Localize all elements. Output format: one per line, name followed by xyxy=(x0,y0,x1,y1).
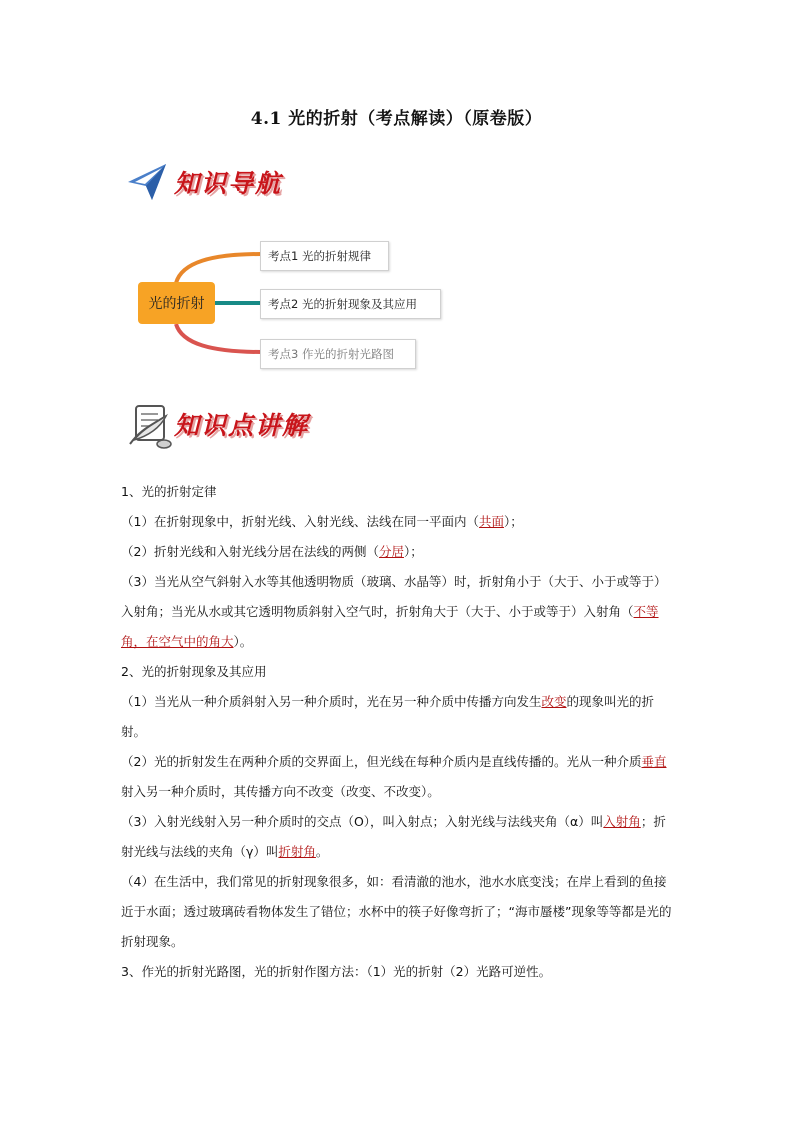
text: （2）折射光线和入射光线分居在法线的两侧（ xyxy=(121,544,379,559)
text: （2）光的折射发生在两种介质的交界面上，但光线在每种介质内是直线传播的。光从一种介质 xyxy=(121,754,642,769)
section-1-item-2 xyxy=(121,537,677,567)
text: （1）在折射现象中，折射光线、入射光线、法线在同一平面内（ xyxy=(121,514,479,529)
key-term: 共面 xyxy=(478,514,504,529)
key-term: 折射角 xyxy=(278,844,316,859)
key-term: 改变 xyxy=(541,694,567,709)
section-1-item-1 xyxy=(121,507,677,537)
key-term: 入射角 xyxy=(603,814,641,829)
mindmap-node-3: 考点3 作光的折射光路图 xyxy=(260,339,416,369)
text: ）。 xyxy=(233,634,253,649)
section-1-item-3 xyxy=(121,567,677,657)
text: 射入另一种介质时，其传播方向不改变（改变、不改变）。 xyxy=(121,784,440,799)
key-term: 不等角，在空气中的角大 xyxy=(121,604,659,649)
content-body xyxy=(121,477,677,987)
section-2-item-1 xyxy=(121,687,677,747)
document-title: 4.1 光的折射（考点解读）（原卷版） xyxy=(250,109,543,129)
connector-3 xyxy=(176,324,262,352)
text: ）； xyxy=(403,544,423,559)
connector-1 xyxy=(176,254,262,283)
section-2-item-2 xyxy=(121,747,677,807)
scroll-quill-icon xyxy=(126,400,174,450)
banner-text: 知识点讲解 xyxy=(174,411,310,440)
text: ）； xyxy=(503,514,523,529)
knowledge-explanation-banner xyxy=(126,400,366,450)
banner-text: 知识导航 xyxy=(174,169,283,198)
key-term: 垂直 xyxy=(641,754,667,769)
section-2-item-3 xyxy=(121,807,677,867)
section-2-heading: 2、光的折射现象及其应用 xyxy=(121,664,267,679)
section-2-item-4: （4）在生活中，我们常见的折射现象很多，如：看清澈的池水，池水水底变浅；在岸上看到的鱼接近于水面；透过玻璃砖看物体发生了错位；水杯中的筷子好像弯折了；“海市蜃楼”现象等等都是光的折射现象。 xyxy=(121,874,672,949)
key-term: 分居 xyxy=(378,544,404,559)
text: （3）入射光线射入另一种介质时的交点（O），叫入射点；入射光线与法线夹角（α）叫 xyxy=(121,814,604,829)
mindmap-node-1: 考点1 光的折射规律 xyxy=(260,241,389,271)
text: （1）当光从一种介质斜射入另一种介质时，光在另一种介质中传播方向发生 xyxy=(121,694,542,709)
text: （3）当光从空气斜射入水等其他透明物质（玻璃、水晶等）时，折射角小于（大于、小于或等于）入射角；当光从水或其它透明物质斜射入空气时，折射角大于（大于、小于或等于）入射角（ xyxy=(121,574,667,619)
text: 的现象叫光的折射。 xyxy=(121,694,654,739)
text: 。 xyxy=(315,844,329,859)
section-1-heading: 1、光的折射定律 xyxy=(121,484,217,499)
mindmap-root: 光的折射 xyxy=(138,282,215,324)
text: ；折射光线与法线的夹角（γ）叫 xyxy=(121,814,666,859)
mindmap-node-2: 考点2 光的折射现象及其应用 xyxy=(260,289,441,319)
section-3-heading: 3、作光的折射光路图，光的折射作图方法：（1）光的折射（2）光路可逆性。 xyxy=(121,964,552,979)
